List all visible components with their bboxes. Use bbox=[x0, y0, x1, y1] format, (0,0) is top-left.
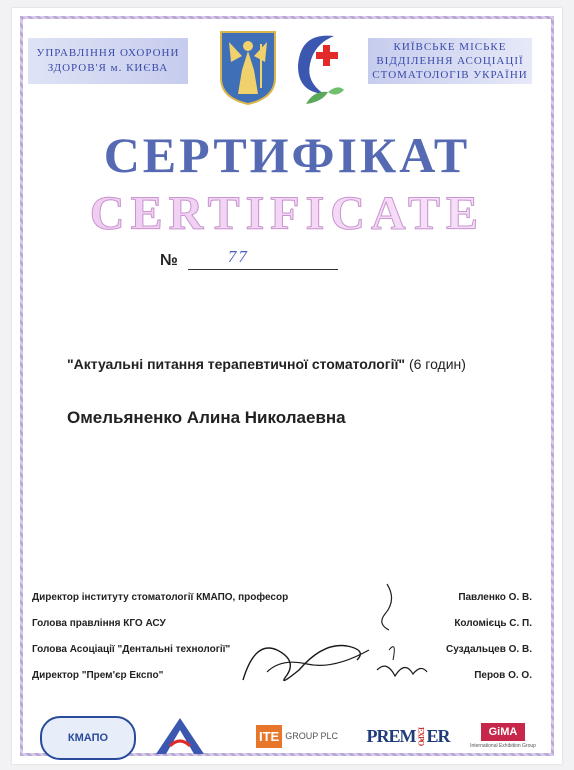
certificate-number-row bbox=[160, 247, 338, 270]
kmapo-logo-text: КМАПО bbox=[67, 732, 109, 744]
signatory-role: Директор "Прем'єр Експо" bbox=[32, 670, 164, 681]
number-value: 77 bbox=[227, 247, 249, 266]
number-label: № bbox=[160, 252, 178, 269]
kyiv-coat-of-arms-icon bbox=[217, 30, 279, 106]
premier-expo-logo bbox=[358, 716, 458, 756]
gima-logo-mark: GiMA bbox=[481, 723, 526, 741]
signatory-role: Директор інституту стоматології КМАПО, професор bbox=[32, 592, 289, 603]
premier-logo-expo: EXPO bbox=[416, 726, 426, 746]
premier-logo-text-a: PREM bbox=[366, 725, 416, 746]
kmapo-logo bbox=[40, 716, 136, 760]
left-org-line-1: УПРАВЛІННЯ ОХОРОНИ bbox=[36, 47, 180, 59]
signatory-name: Коломієць С. П. bbox=[454, 618, 532, 629]
signatory-role: Голова Асоціації "Дентальні технології" bbox=[32, 644, 231, 655]
left-org-line-2: ЗДОРОВ'Я м. КИЄВА bbox=[47, 62, 169, 74]
right-org-line-1: КИЇВСЬКЕ МІСЬКЕ bbox=[393, 41, 507, 53]
ite-logo-mark: ITE bbox=[256, 725, 282, 748]
gima-logo bbox=[470, 716, 536, 756]
ite-logo-caption: GROUP PLC bbox=[285, 731, 339, 741]
dental-association-emblem-icon bbox=[288, 30, 350, 110]
signatory-role: Голова правління КГО АСУ bbox=[32, 618, 166, 629]
signatory-name: Суздальцев О. В. bbox=[445, 644, 532, 655]
premier-logo-text-b: ER bbox=[426, 725, 450, 746]
header-left-banner bbox=[28, 38, 188, 84]
certificate-subtitle: CERTIFICATE bbox=[12, 186, 562, 241]
course-name: "Актуальні питання терапевтичної стоматології" bbox=[67, 356, 406, 372]
right-org-line-3: СТОМАТОЛОГІВ УКРАЇНИ bbox=[372, 69, 528, 81]
sponsor-logos bbox=[40, 716, 542, 762]
certificate-title: СЕРТИФІКАТ bbox=[103, 127, 471, 183]
recipient-name: Омельяненко Алина Николаевна bbox=[67, 408, 346, 427]
handwritten-signatures bbox=[237, 580, 437, 695]
signatory-name: Павленко О. В. bbox=[458, 592, 532, 603]
header-right-banner bbox=[368, 38, 532, 84]
number-line bbox=[188, 247, 338, 270]
ite-group-logo bbox=[252, 716, 342, 756]
gima-logo-caption: International Exhibition Group bbox=[470, 743, 536, 749]
course-hours: (6 годин) bbox=[408, 356, 466, 372]
asu-logo-icon bbox=[150, 716, 210, 756]
signatory-name: Перов О. О. bbox=[474, 670, 532, 681]
right-org-line-2: ВІДДІЛЕННЯ АСОЦІАЦІЇ bbox=[376, 55, 524, 67]
course-title bbox=[67, 356, 466, 372]
certificate-page bbox=[12, 8, 562, 764]
